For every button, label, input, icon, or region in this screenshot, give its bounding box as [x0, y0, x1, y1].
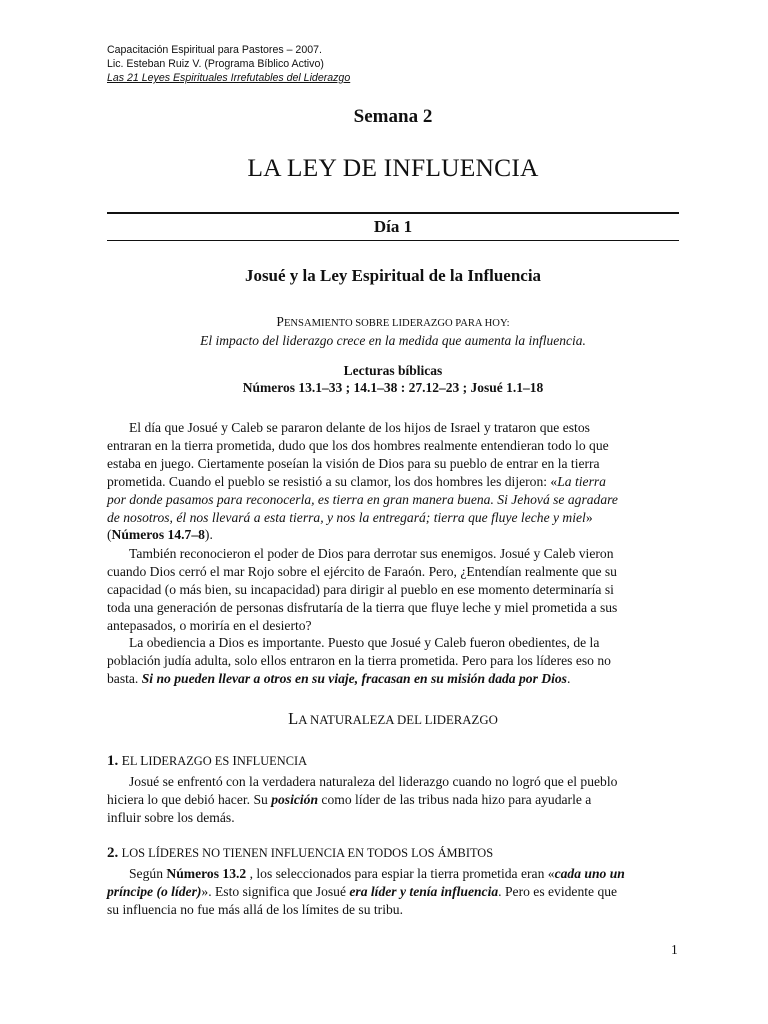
readings-refs: Números 13.1–33 ; 14.1–38 : 27.12–23 ; Josué 1.1–18	[242, 380, 544, 395]
page-number: 1	[671, 942, 678, 957]
header-line-author: Lic. Esteban Ruiz V. (Programa Bíblico Activo)	[107, 58, 324, 70]
point-1-heading: 1. EL LIDERAZGO ES INFLUENCIA	[107, 753, 308, 769]
week-title: Semana 2	[353, 106, 433, 127]
day-title: Día 1	[373, 217, 413, 236]
thought-label: PENSAMIENTO SOBRE LIDERAZGO PARA HOY:	[276, 314, 510, 329]
title-rule-bottom	[107, 240, 679, 241]
scripture-ref: Números 14.7–8	[111, 527, 205, 543]
law-title: LA LEY DE INFLUENCIA	[247, 153, 539, 182]
readings-block	[107, 362, 679, 396]
document-header	[107, 43, 350, 85]
readings-heading: Lecturas bíblicas	[343, 363, 443, 378]
header-line-course: Capacitación Espiritual para Pastores – 2007.	[107, 44, 322, 56]
paragraph-2: También reconocieron el poder de Dios para derrotar sus enemigos. Josué y Caleb vieron cuando Dios cerró el mar Rojo sobre el ejército de Faraón. Pero, ¿Entendían realmente que su capacidad (o más bien, su incapacidad) para dirigir al pueblo en ese momento determinaría si toda una generación de personas disfrutaría de la tierra que fluye leche y miel prometida a sus antepasados, o moriría en el desierto?	[107, 546, 618, 633]
thought-block	[107, 313, 679, 349]
paragraph-1: El día que Josué y Caleb se pararon delante de los hijos de Israel y trataron que estos entraran en la tierra prometida, dudo que los dos hombres realmente entendieran todo lo que estaba en juego. Ciertamente poseían la visión de Dios para su pueblo de entrar en la tierra prometida. Cuando el pueblo se resistió a su clamor, los dos hombres les dijeron: «La tierra por donde pasamos para reconocerla, es tierra en gran manera buena. Si Jehová se agradare de nosotros, él nos llevará a esta tierra, y nos la entregará; tierra que fluye leche y miel» (Números 14.7–8).	[107, 420, 618, 543]
point-2-body: Según Números 13.2 , los seleccionados para espiar la tierra prometida eran «cada uno un príncipe (o líder)». Esto significa que Josué era líder y tenía influencia. Pero es evidente que su influencia no fue más allá de los límites de su tribu.	[107, 866, 625, 917]
header-line-book: Las 21 Leyes Espirituales Irrefutables del Liderazgo	[107, 72, 351, 84]
paragraph-3: La obediencia a Dios es importante. Puesto que Josué y Caleb fueron obedientes, de la población judía adulta, solo ellos entraron en la tierra prometida. Pero para los líderes eso no basta. Si no pueden llevar a otros en su viaje, fracasan en su misión dada por Dios.	[107, 635, 611, 686]
point-2-heading: 2. LOS LÍDERES NO TIENEN INFLUENCIA EN TODOS LOS ÁMBITOS	[107, 845, 494, 861]
emphasis-text: Si no pueden llevar a otros en su viaje, fracasan en su misión dada por Dios	[141, 670, 567, 686]
thought-text: El impacto del liderazgo crece en la medida que aumenta la influencia.	[200, 333, 586, 348]
point-1-body: Josué se enfrentó con la verdadera naturaleza del liderazgo cuando no logró que el pueblo hiciera lo que debió hacer. Su posición como líder de las tribus nada hizo para ayudarle a influir sobre los demás.	[107, 774, 618, 825]
lesson-subtitle: Josué y la Ley Espiritual de la Influencia	[244, 266, 542, 285]
title-rule-top	[107, 212, 679, 214]
section-heading: LA NATURALEZA DEL LIDERAZGO	[288, 709, 498, 728]
